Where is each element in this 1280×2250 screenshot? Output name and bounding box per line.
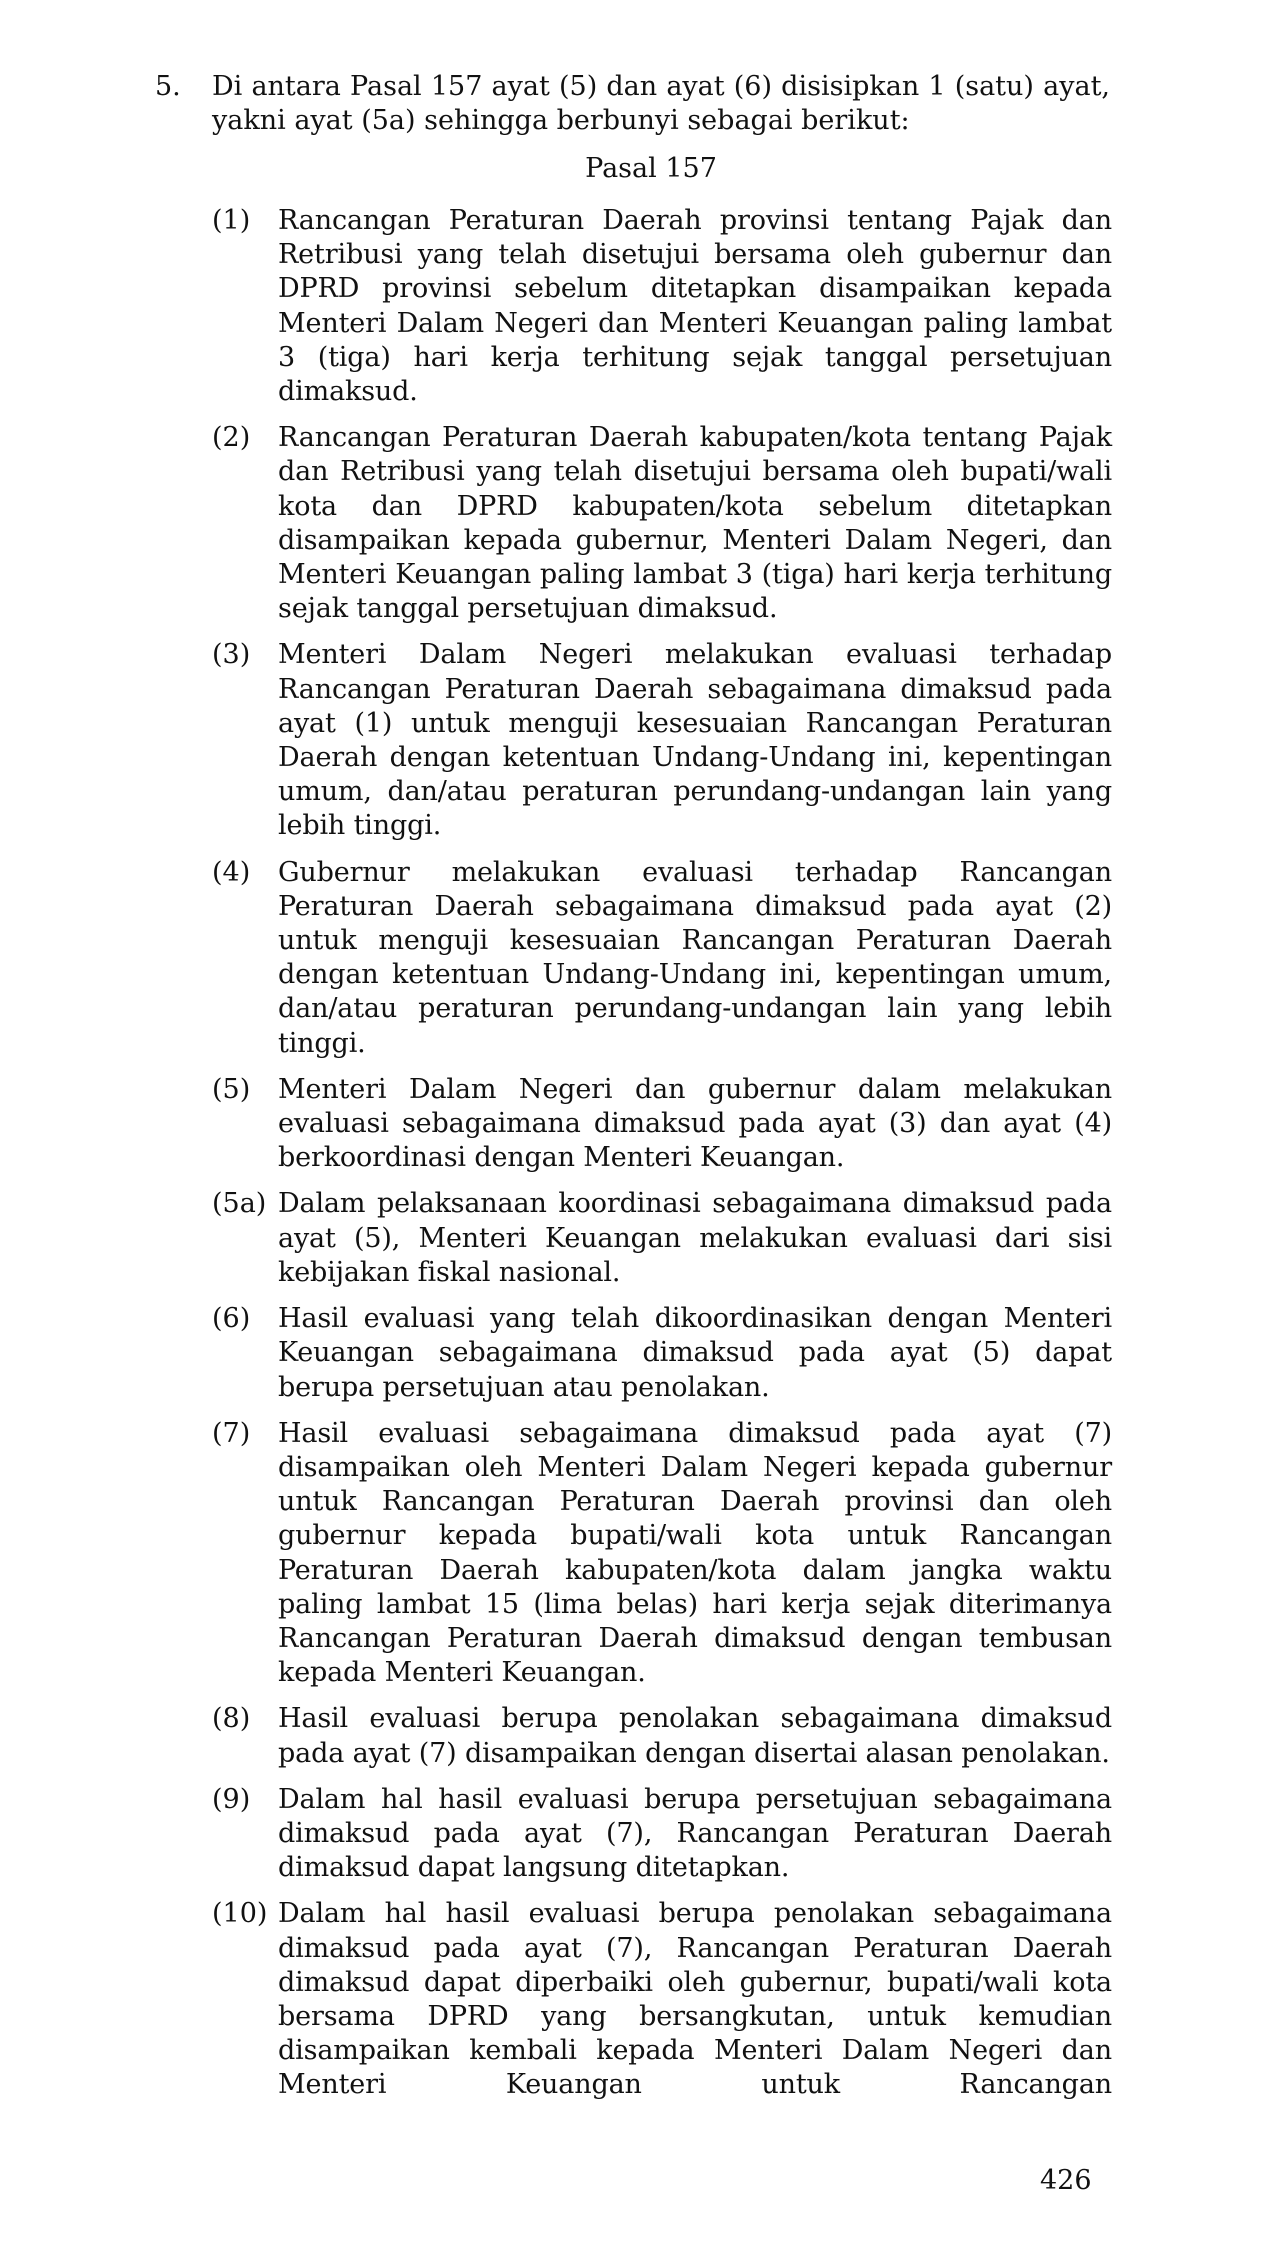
- clause-number: (7): [212, 1417, 251, 1449]
- clause-2: [212, 421, 1112, 626]
- amendment-number: 5.: [155, 71, 181, 102]
- clause-text: Dalam hal hasil evaluasi berupa penolakan sebagaimana dimaksud pada ayat (7), Rancangan Peraturan Daerah dimaksud dapat diperbaiki oleh gubernur, bupati/wali kota bersama DPRD yang bersangkutan, untuk kemudian disampaikan kembali kepada Menteri Dalam Negeri dan Menteri Keuangan untuk Rancangan: [278, 1898, 1112, 2101]
- clause-number: (2): [212, 422, 251, 454]
- clause-text: Hasil evaluasi yang telah dikoordinasikan dengan Menteri Keuangan sebagaimana dimaksud pada ayat (5) dapat berupa persetujuan atau penolakan.: [278, 1303, 1112, 1403]
- clause-5a: [212, 1187, 1112, 1290]
- clause-number: (5a): [212, 1188, 267, 1220]
- clause-text: Gubernur melakukan evaluasi terhadap Rancangan Peraturan Daerah sebagaimana dimaksud pada ayat (2) untuk menguji kesesuaian Rancangan Peraturan Daerah dengan ketentuan Undang-Undang ini, kepentingan umum, dan/atau peraturan perundang-undangan lain yang lebih tinggi.: [278, 856, 1112, 1059]
- clause-number: (8): [212, 1703, 251, 1735]
- clause-number: (9): [212, 1783, 251, 1815]
- clause-text: Dalam pelaksanaan koordinasi sebagaimana dimaksud pada ayat (5), Menteri Keuangan melakukan evaluasi dari sisi kebijakan fiskal nasional.: [278, 1188, 1112, 1288]
- clause-list: [212, 204, 1112, 2115]
- clause-number: (6): [212, 1303, 251, 1335]
- clause-8: [212, 1702, 1112, 1770]
- clause-number: (4): [212, 856, 251, 888]
- clause-text: Menteri Dalam Negeri melakukan evaluasi terhadap Rancangan Peraturan Daerah sebagaimana dimaksud pada ayat (1) untuk menguji kesesuaian Rancangan Peraturan Daerah dengan ketentuan Undang-Undang ini, kepentingan umum, dan/atau peraturan perundang-undangan lain yang lebih tinggi.: [278, 639, 1112, 842]
- clause-number: (3): [212, 639, 251, 671]
- clause-text: Hasil evaluasi sebagaimana dimaksud pada ayat (7) disampaikan oleh Menteri Dalam Negeri kepada gubernur untuk Rancangan Peraturan Daerah provinsi dan oleh gubernur kepada bupati/wali kota untuk Rancangan Peraturan Daerah kabupaten/kota dalam jangka waktu paling lambat 15 (lima belas) hari kerja sejak diterimanya Rancangan Peraturan Daerah dimaksud dengan tembusan kepada Menteri Keuangan.: [278, 1417, 1112, 1689]
- clause-5: [212, 1073, 1112, 1176]
- clause-number: (5): [212, 1073, 251, 1105]
- clause-text: Menteri Dalam Negeri dan gubernur dalam melakukan evaluasi sebagaimana dimaksud pada ayat (3) dan ayat (4) berkoordinasi dengan Menteri Keuangan.: [278, 1073, 1112, 1174]
- article-title: Pasal 157: [585, 153, 717, 184]
- clause-4: [212, 856, 1112, 1061]
- clause-10: [212, 1897, 1112, 2102]
- clause-number: (10): [212, 1898, 268, 1930]
- clause-9: [212, 1783, 1112, 1886]
- clause-3: [212, 638, 1112, 843]
- clause-text: Hasil evaluasi berupa penolakan sebagaimana dimaksud pada ayat (7) disampaikan dengan disertai alasan penolakan.: [278, 1703, 1112, 1769]
- clause-7: [212, 1417, 1112, 1691]
- clause-text: Dalam hal hasil evaluasi berupa persetujuan sebagaimana dimaksud pada ayat (7), Rancangan Peraturan Daerah dimaksud dapat langsung ditetapkan.: [278, 1783, 1112, 1884]
- clause-number: (1): [212, 205, 251, 236]
- amendment-item-5: [155, 70, 1110, 138]
- clause-6: [212, 1302, 1112, 1405]
- amendment-text: Di antara Pasal 157 ayat (5) dan ayat (6) disisipkan 1 (satu) ayat, yakni ayat (5a) sehingga berbunyi sebagai berikut:: [212, 71, 1110, 136]
- clause-text: Rancangan Peraturan Daerah provinsi tentang Pajak dan Retribusi yang telah disetujui bersama oleh gubernur dan DPRD provinsi sebelum ditetapkan disampaikan kepada Menteri Dalam Negeri dan Menteri Keuangan paling lambat 3 (tiga) hari kerja terhitung sejak tanggal persetujuan dimaksud.: [278, 205, 1112, 408]
- clause-text: Rancangan Peraturan Daerah kabupaten/kota tentang Pajak dan Retribusi yang telah disetujui bersama oleh bupati/wali kota dan DPRD kabupaten/kota sebelum ditetapkan disampaikan kepada gubernur, Menteri Dalam Negeri, dan Menteri Keuangan paling lambat 3 (tiga) hari kerja terhitung sejak tanggal persetujuan dimaksud.: [278, 422, 1112, 625]
- clause-1: [212, 204, 1112, 409]
- page-number: 426: [1040, 2165, 1092, 2196]
